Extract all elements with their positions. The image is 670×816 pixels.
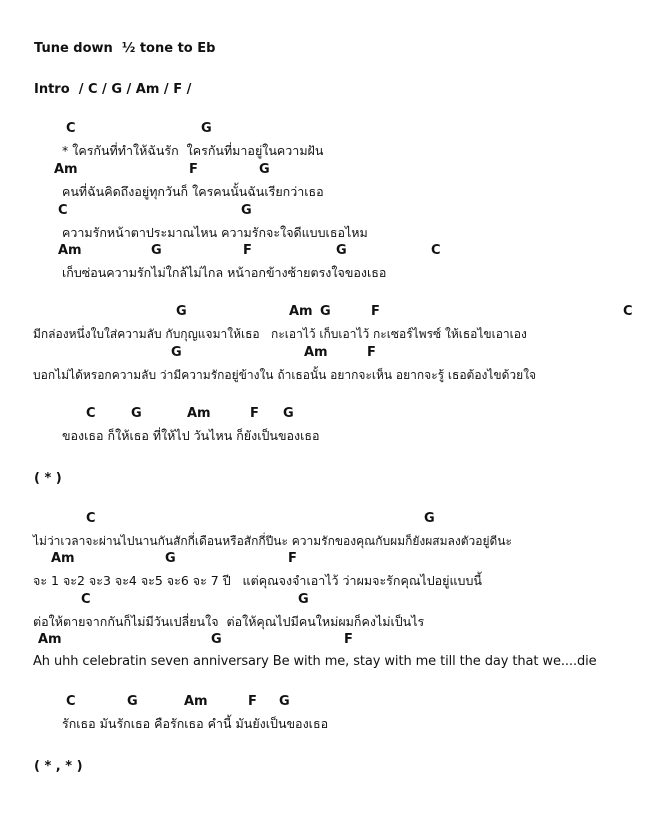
chord: G <box>176 304 187 319</box>
lyric-line: Ah uhh celebratin seven anniversary Be with me, stay with me till the day that we....die <box>33 654 597 669</box>
chord: G <box>131 406 142 421</box>
lyric-line: รักเธอ มันรักเธอ คือรักเธอ คำนี้ มันยังเป็นของเธอ <box>62 716 329 731</box>
chord: G <box>201 121 212 136</box>
chord: G <box>336 243 347 258</box>
chord-row <box>0 511 670 529</box>
chord: F <box>243 243 252 258</box>
lyric-line: ของเธอ ก็ให้เธอ ที่ให้ไป วันไหน ก็ยังเป็นของเธอ <box>62 428 320 443</box>
chord: Am <box>51 551 75 566</box>
lyric-line: ความรักหน้าตาประมาณไหน ความรักจะใจดีแบบเธอไหม <box>62 225 368 240</box>
chord-row <box>0 345 670 363</box>
chord: G <box>151 243 162 258</box>
chord-row <box>0 592 670 610</box>
chord: C <box>66 121 76 136</box>
lyric-line: ไม่ว่าเวลาจะผ่านไปนานกันสักกี่เดือนหรือสักกี่ปีนะ ความรักของคุณกับผมก็ยังผสมลงตัวอยู่ดีนะ <box>33 534 512 548</box>
chord: F <box>371 304 380 319</box>
chord: G <box>259 162 270 177</box>
chord: Am <box>304 345 328 360</box>
chord: C <box>58 203 68 218</box>
lyric-line: บอกไม่ได้หรอกความลับ ว่ามีความรักอยู่ข้างใน ถ้าเธอนั้น อยากจะเห็น อยากจะรู้ เธอต้องไขด้วยใจ <box>33 368 537 382</box>
chord: C <box>623 304 633 319</box>
lyric-line: มีกล่องหนึ่งใบใส่ความลับ กับกุญแจมาให้เธอ กะเอาไว้ เก็บเอาไว้ กะเซอร์ไพรซ์ ให้เธอไขเอาเอง <box>33 327 527 341</box>
chord: Am <box>54 162 78 177</box>
chord-row <box>0 243 670 261</box>
chord: G <box>165 551 176 566</box>
chord: Am <box>184 694 208 709</box>
chord-row <box>0 162 670 180</box>
chord: F <box>250 406 259 421</box>
chord-row <box>0 406 670 424</box>
chord: G <box>127 694 138 709</box>
lyric-line: จะ 1 จะ2 จะ3 จะ4 จะ5 จะ6 จะ 7 ปี แต่คุณจงจำเอาไว้ ว่าผมจะรักคุณไปอยู่แบบนี้ <box>33 573 482 588</box>
chord: C <box>66 694 76 709</box>
lyric-line: เก็บซ่อนความรักไม่ใกล้ไม่ไกล หน้าอกข้างซ้ายตรงใจของเธอ <box>62 265 387 280</box>
lyric-line: ต่อให้ตายจากกันก็ไม่มีวันเปลี่ยนใจ ต่อให้คุณไปมีคนใหม่ผมก็คงไม่เป็นไร <box>33 614 425 629</box>
chord-row <box>0 694 670 712</box>
chord: Am <box>289 304 313 319</box>
chord: F <box>189 162 198 177</box>
chord-row <box>0 121 670 139</box>
chord: G <box>283 406 294 421</box>
chord: C <box>86 406 96 421</box>
repeat-marker: ( * ) <box>34 471 62 486</box>
lyric-line: * ใครกันที่ทำให้ฉันรัก ใครกันที่มาอยู่ในความฝัน <box>62 143 324 158</box>
chord: F <box>248 694 257 709</box>
chord: Am <box>187 406 211 421</box>
chord: F <box>288 551 297 566</box>
repeat-marker: ( * , * ) <box>34 759 83 774</box>
chord: G <box>424 511 435 526</box>
chord: G <box>211 632 222 647</box>
chord: Am <box>58 243 82 258</box>
chord-row <box>0 632 670 650</box>
chord-row <box>0 551 670 569</box>
chord: G <box>320 304 331 319</box>
chord: G <box>279 694 290 709</box>
chord: F <box>367 345 376 360</box>
chord: C <box>81 592 91 607</box>
chord-row <box>0 304 670 322</box>
chord: C <box>86 511 96 526</box>
chord: G <box>298 592 309 607</box>
chord: F <box>344 632 353 647</box>
chord: G <box>171 345 182 360</box>
chord: C <box>431 243 441 258</box>
chord: Am <box>38 632 62 647</box>
lyric-line: คนที่ฉันคิดถึงอยู่ทุกวันก็ ใครคนนั้นฉันเรียกว่าเธอ <box>62 184 324 199</box>
chord: G <box>241 203 252 218</box>
intro-line: Intro / C / G / Am / F / <box>34 82 192 97</box>
tuning-note: Tune down ½ tone to Eb <box>34 41 216 56</box>
chord-row <box>0 203 670 221</box>
